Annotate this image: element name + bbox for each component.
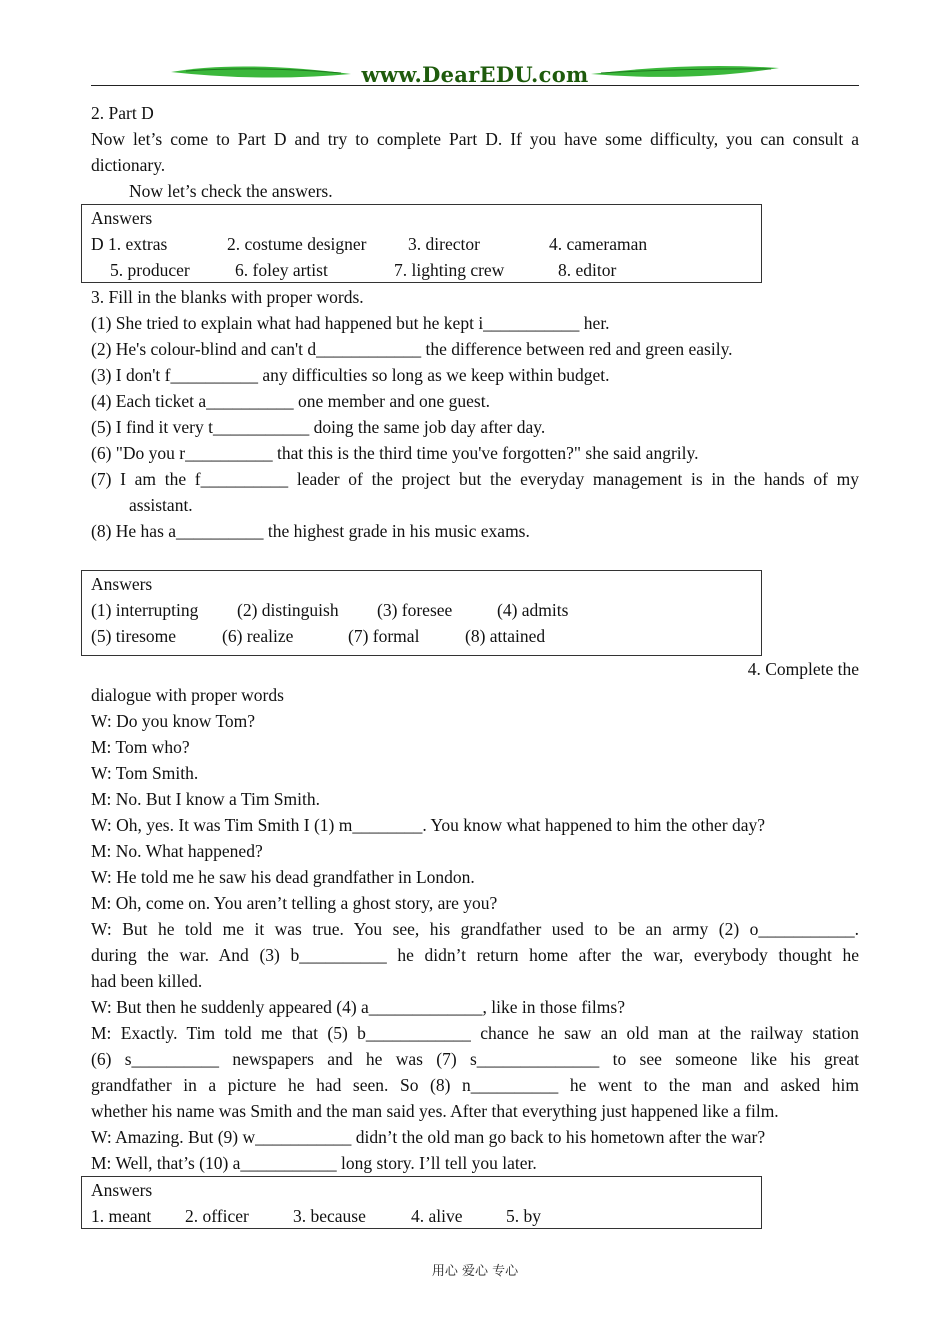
dialogue-line: M: Oh, come on. You aren’t telling a ghost story, are you? <box>91 893 498 913</box>
blank-question-continuation: assistant. <box>129 495 193 515</box>
header-divider <box>91 85 859 86</box>
answer-item: (7) formal <box>348 626 420 646</box>
answer-item: 7. lighting crew <box>394 260 505 280</box>
blank-question: (6) "Do you r__________ that this is the third time you've forgotten?" she said angrily. <box>91 443 699 463</box>
blank-question: (1) She tried to explain what had happened but he kept i___________ her. <box>91 313 610 333</box>
dialogue-heading: 4. Complete the <box>747 659 859 679</box>
answer-item: D 1. extras <box>91 234 168 254</box>
answer-item: 3. director <box>408 234 480 254</box>
dialogue-line: had been killed. <box>91 971 203 991</box>
answer-item: (6) realize <box>222 626 294 646</box>
dialogue-heading-continuation: dialogue with proper words <box>91 685 284 705</box>
part-d-heading: 2. Part D <box>91 103 154 123</box>
blank-question: (2) He's colour-blind and can't d____________ the difference between red and green easily. <box>91 339 733 359</box>
dialogue-line: during the war. And (3) b__________ he didn’t return home after the war, everybody thought he <box>91 945 859 965</box>
dialogue-line: (6) s__________ newspapers and he was (7) s______________ to see someone like his great <box>91 1049 859 1069</box>
dialogue-line: W: Do you know Tom? <box>91 711 256 731</box>
answer-item: (3) foresee <box>377 600 453 620</box>
dialogue-line: W: Amazing. But (9) w___________ didn’t the old man go back to his hometown after the war? <box>91 1127 766 1147</box>
part-d-answers-box <box>81 204 762 283</box>
dialogue-line: M: No. What happened? <box>91 841 263 861</box>
answer-item: 5. by <box>506 1206 541 1226</box>
answer-item: 4. cameraman <box>549 234 648 254</box>
fill-blanks-answers-box <box>81 570 762 656</box>
answer-item: 6. foley artist <box>235 260 328 280</box>
dialogue-line: grandfather in a picture he had seen. So (8) n__________ he went to the man and asked him <box>91 1075 859 1095</box>
answer-item: 4. alive <box>411 1206 463 1226</box>
dialogue-line: M: Tom who? <box>91 737 190 757</box>
answer-item: (4) admits <box>497 600 569 620</box>
dialogue-line: W: Oh, yes. It was Tim Smith I (1) m________. You know what happened to him the other day? <box>91 815 766 835</box>
dialogue-line: M: Well, that’s (10) a___________ long story. I’ll tell you later. <box>91 1153 537 1173</box>
answer-item: (8) attained <box>465 626 546 646</box>
dialogue-line: W: But then he suddenly appeared (4) a_____________, like in those films? <box>91 997 625 1017</box>
dialogue-line: whether his name was Smith and the man said yes. After that everything just happened like a film. <box>91 1101 779 1121</box>
part-d-check: Now let’s check the answers. <box>129 181 333 201</box>
dialogue-line: M: No. But I know a Tim Smith. <box>91 789 321 809</box>
answer-item: 3. because <box>293 1206 366 1226</box>
dialogue-line: W: He told me he saw his dead grandfather in London. <box>91 867 475 887</box>
answer-item: 2. officer <box>185 1206 249 1226</box>
blank-question: (5) I find it very t___________ doing the same job day after day. <box>91 417 546 437</box>
answer-item: 2. costume designer <box>227 234 367 254</box>
blank-question: (8) He has a__________ the highest grade in his music exams. <box>91 521 530 541</box>
dialogue-line: W: But he told me it was true. You see, his grandfather used to be an army (2) o___________. <box>91 919 859 939</box>
answers-title: Answers <box>91 1180 153 1200</box>
part-d-intro-line2: dictionary. <box>91 155 166 175</box>
answers-title: Answers <box>91 574 153 594</box>
blank-question: (3) I don't f__________ any difficulties so long as we keep within budget. <box>91 365 610 385</box>
site-logo[interactable]: www.DearEDU.com <box>361 62 589 87</box>
answer-item: 5. producer <box>110 260 190 280</box>
header-banner <box>91 58 859 90</box>
answer-item: (5) tiresome <box>91 626 177 646</box>
blank-question: (7) I am the f__________ leader of the project but the everyday management is in the hands of my <box>91 469 859 489</box>
answer-item: 8. editor <box>558 260 617 280</box>
dialogue-line: W: Tom Smith. <box>91 763 199 783</box>
dialogue-answers-box <box>81 1176 762 1229</box>
answer-item: (1) interrupting <box>91 600 199 620</box>
page-footer: 用心 爱心 专心 <box>431 1264 519 1279</box>
answer-item: (2) distinguish <box>237 600 339 620</box>
answers-title: Answers <box>91 208 153 228</box>
dialogue-line: M: Exactly. Tim told me that (5) b____________ chance he saw an old man at the railway station <box>91 1023 859 1043</box>
part-d-intro-line1: Now let’s come to Part D and try to complete Part D. If you have some difficulty, you can consult a <box>91 129 859 149</box>
fill-blanks-heading: 3. Fill in the blanks with proper words. <box>91 287 364 307</box>
blank-question: (4) Each ticket a__________ one member and one guest. <box>91 391 490 411</box>
answer-item: 1. meant <box>91 1206 152 1226</box>
